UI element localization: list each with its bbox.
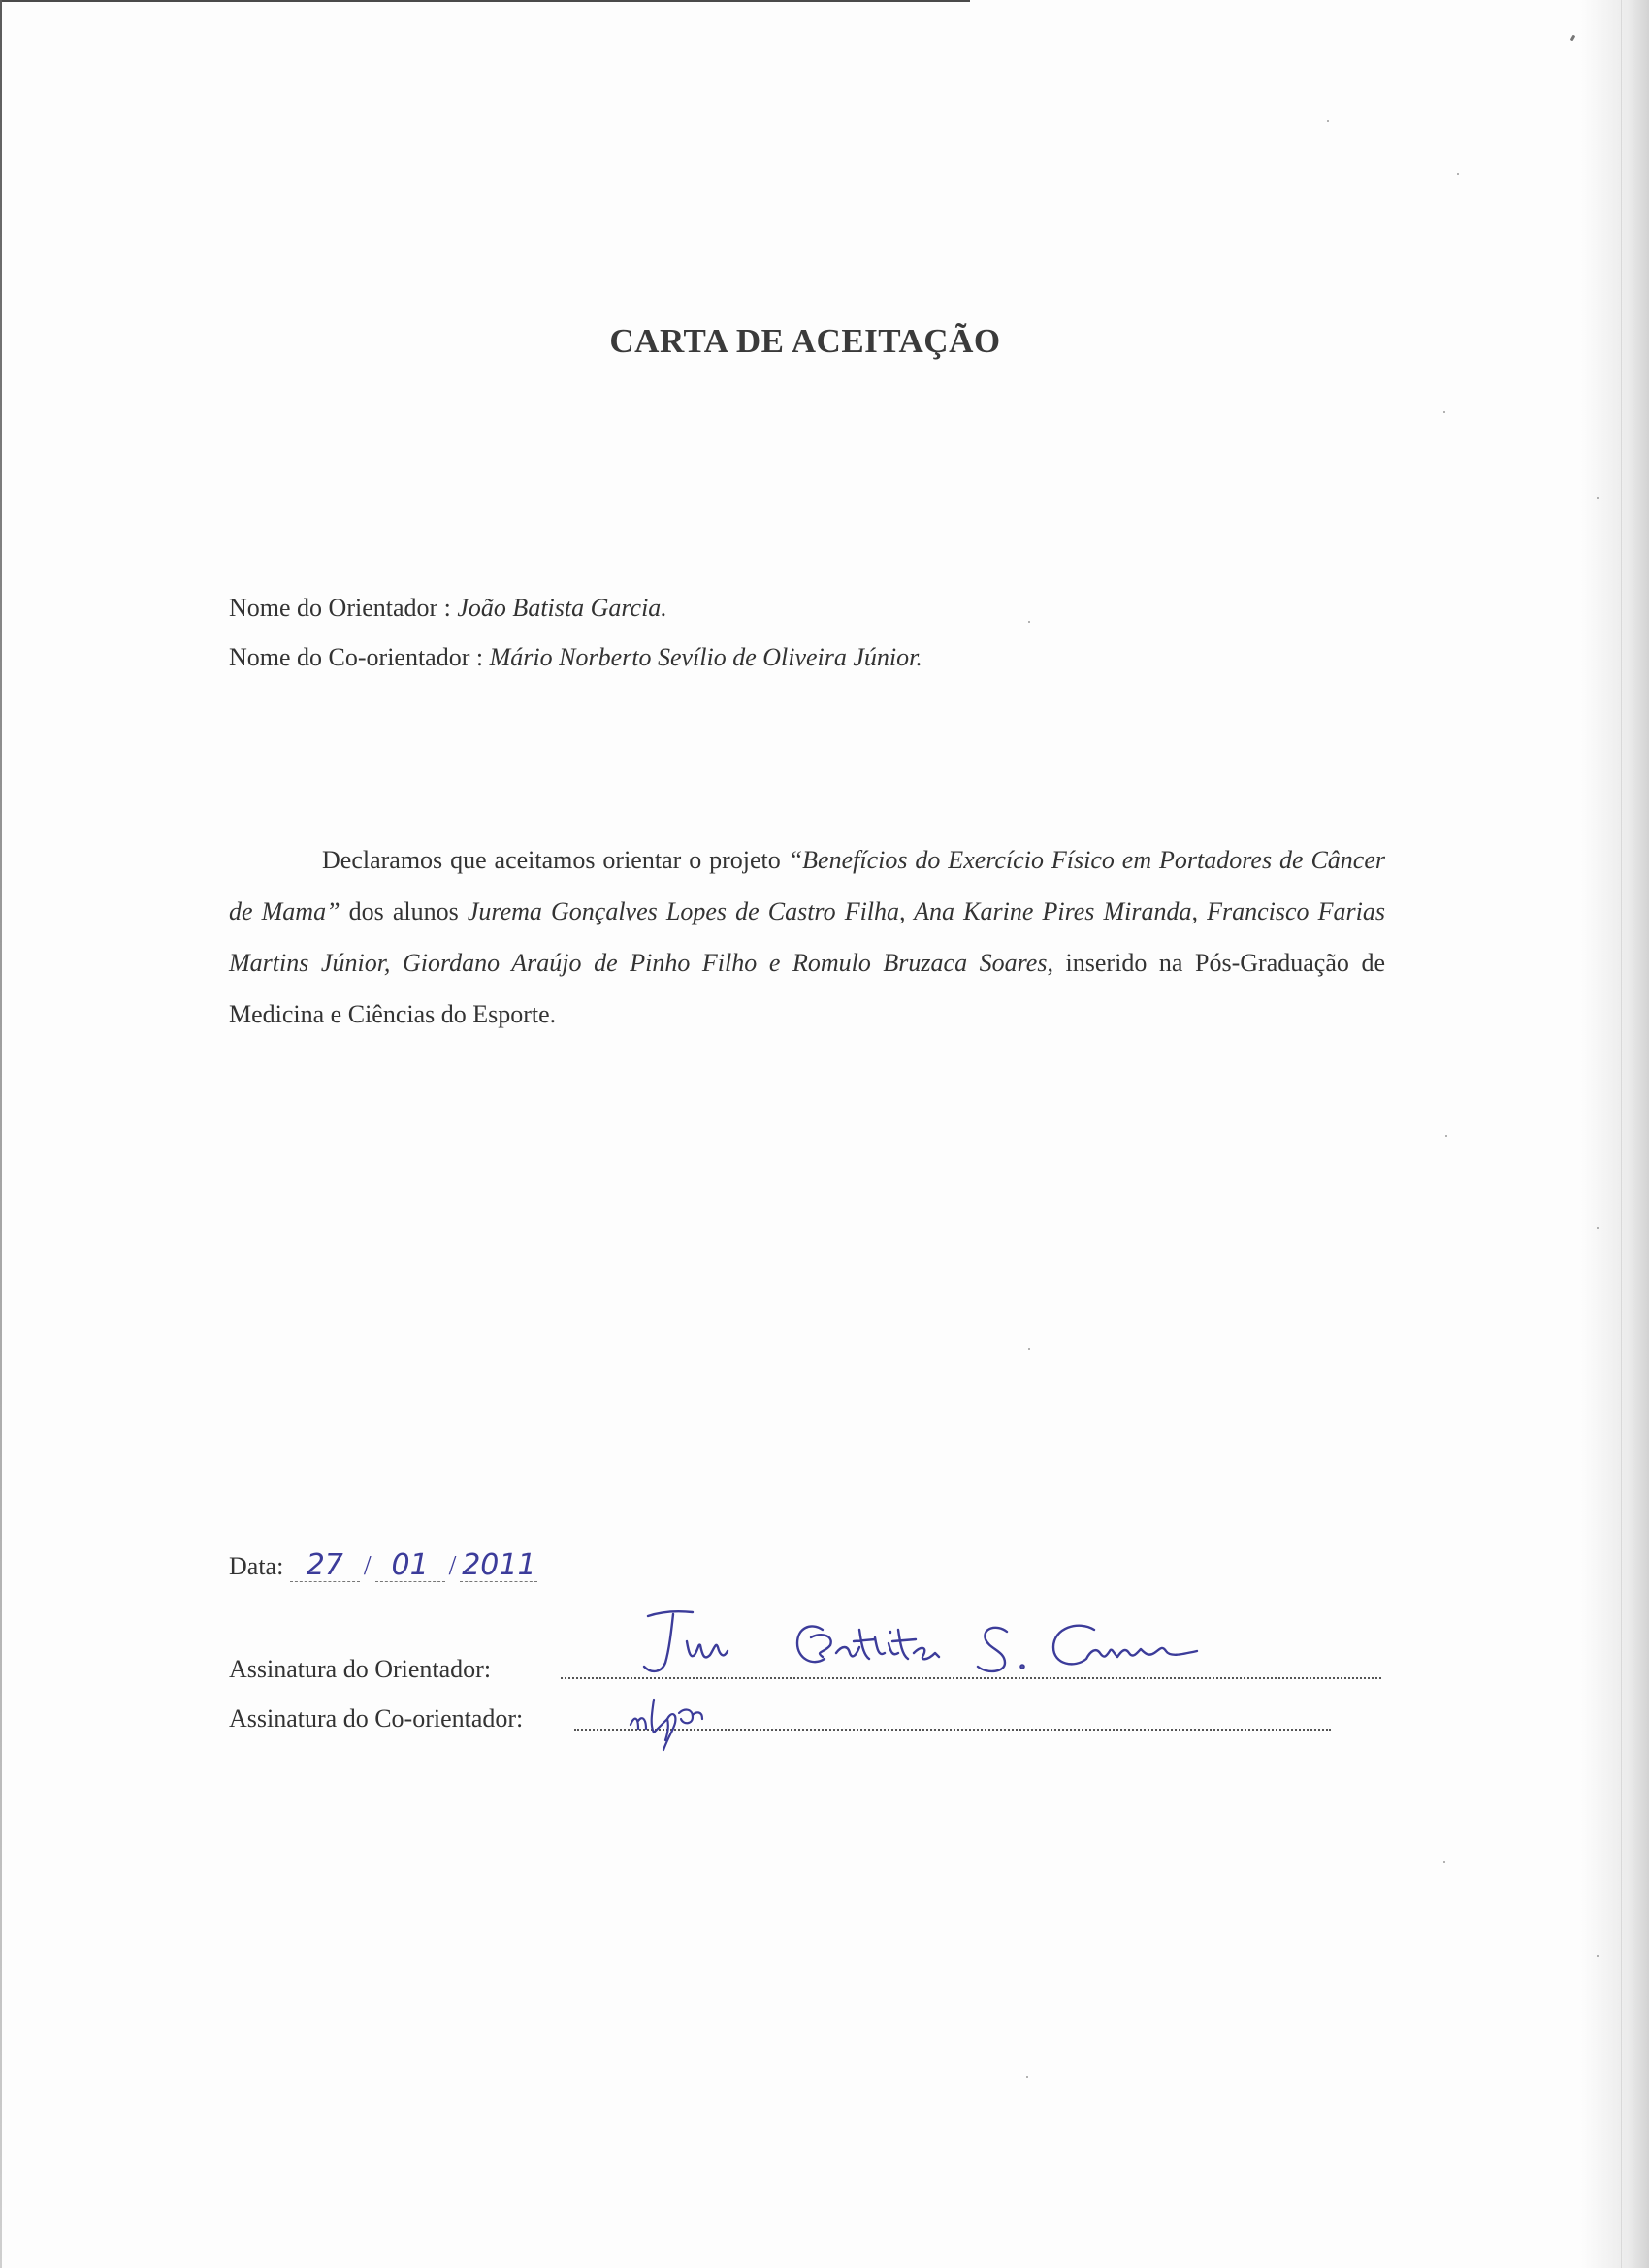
- scan-speck: [1028, 621, 1030, 623]
- coorientador-name: Mário Norberto Sevílio de Oliveira Júnior.: [489, 643, 922, 671]
- signature-coorientador-label: Assinatura do Co-orientador:: [229, 1704, 524, 1733]
- project-title: “Benefícios do Exercício Físico em Portadores de Câncer de Mama”: [229, 846, 1386, 925]
- scan-edge-top: [0, 0, 970, 2]
- date-separator: /: [363, 1551, 372, 1581]
- date-separator: /: [448, 1551, 457, 1581]
- signature-orientador-label: Assinatura do Orientador:: [229, 1655, 492, 1683]
- scan-speck: [1597, 1227, 1599, 1229]
- orientador-name: João Batista Garcia.: [457, 594, 667, 622]
- scan-speck: [1570, 35, 1576, 42]
- scan-speck: [1443, 411, 1445, 413]
- declaration-outro: , inserido na Pós-Graduação de Medicina e Ciências do Esporte.: [229, 949, 1385, 1028]
- scan-speck: [1026, 2076, 1028, 2078]
- scan-speck: [1327, 120, 1329, 122]
- signature-coorientador-handwriting: [625, 1690, 741, 1758]
- coorientador-line: [229, 643, 922, 672]
- scan-speck: [1597, 497, 1599, 499]
- scan-speck: [1443, 1861, 1445, 1863]
- date-label: Data:: [229, 1552, 290, 1580]
- declaration-paragraph: [229, 834, 1385, 1040]
- scan-edge-right-line: [1621, 0, 1622, 2268]
- scan-speck: [1597, 1955, 1599, 1957]
- student-names: Jurema Gonçalves Lopes de Castro Filha, Ana Karine Pires Miranda, Francisco Farias Martins Júnior, Giordano Araújo de Pinho Filho e Romulo Bruzaca Soares: [229, 897, 1386, 977]
- date-year-handwritten: 2011: [462, 1548, 536, 1582]
- date-month-handwritten: 01: [375, 1550, 445, 1582]
- scan-speck: [1028, 1348, 1030, 1350]
- declaration-intro: Declaramos que aceitamos orientar o projeto: [322, 846, 789, 874]
- signature-orientador-handwriting: [630, 1603, 1251, 1690]
- coorientador-label: Nome do Co-orientador :: [229, 643, 490, 671]
- orientador-line: [229, 594, 667, 623]
- scan-speck: [1457, 173, 1459, 175]
- date-row: [229, 1550, 537, 1582]
- document-title: CARTA DE ACEITAÇÃO: [609, 322, 1001, 360]
- orientador-label: Nome do Orientador :: [229, 594, 458, 622]
- scan-speck: [1445, 1135, 1447, 1137]
- declaration-mid: dos alunos: [340, 897, 468, 925]
- date-day-handwritten: 27: [290, 1550, 360, 1582]
